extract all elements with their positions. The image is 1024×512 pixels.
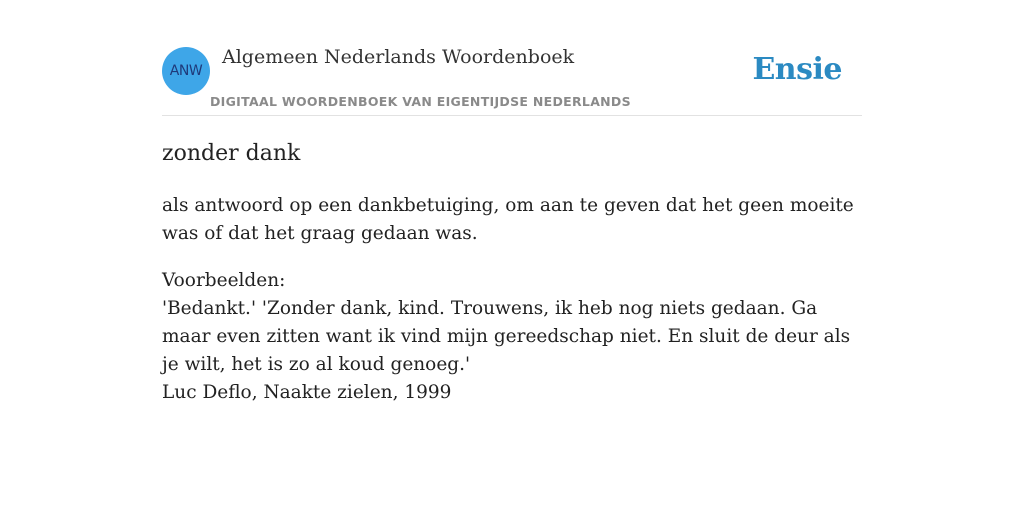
example-quote: 'Bedankt.' 'Zonder dank, kind. Trouwens, ik heb nog niets gedaan. Ga maar even zitten want ik vind mijn gereedschap niet. En sluit de deur als je wilt, het is zo al koud genoeg.' [162,298,851,375]
site-subtitle: DIGITAAL WOORDENBOEK VAN EIGENTIJDSE NEDERLANDS [210,94,631,109]
entry-examples [162,267,862,407]
anw-logo[interactable] [162,47,210,95]
examples-label: Voorbeelden: [162,270,286,291]
example-source: Luc Deflo, Naakte zielen, 1999 [162,382,452,403]
site-header [162,0,862,116]
entry-definition: als antwoord op een dankbetuiging, om aan te geven dat het geen moeite was of dat het graag gedaan was. [162,195,854,244]
ensie-brand-link[interactable]: Ensie [752,52,842,87]
entry-term: zonder dank [162,141,301,166]
site-title[interactable]: Algemeen Nederlands Woordenboek [222,46,575,68]
anw-logo-text: ANW [169,63,203,79]
dictionary-page [162,0,862,512]
